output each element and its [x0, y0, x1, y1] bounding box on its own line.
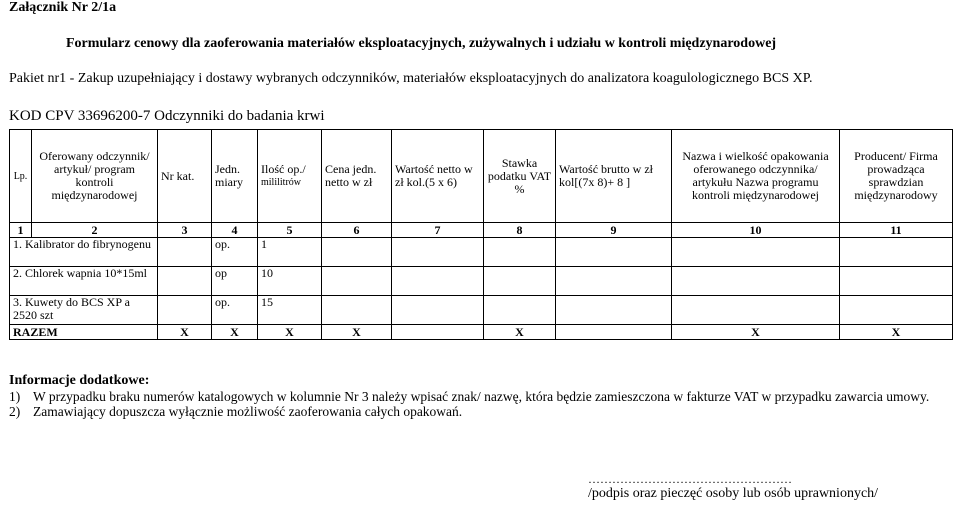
item-name-cell	[10, 238, 158, 267]
header-producent: Producent/ Firma prowadząca sprawdzian międzynarodowy	[840, 130, 953, 223]
item-net[interactable]	[392, 296, 484, 325]
info-item	[9, 389, 944, 404]
package-description: Pakiet nr1 - Zakup uzupełniający i dostawy wybranych odczynników, materiałów eksploatacyjnych do analizatora koagulologicznego BCS XP.	[9, 71, 813, 86]
item-name-cell	[10, 267, 158, 296]
info-item	[9, 404, 944, 419]
price-table	[9, 129, 953, 340]
column-number: 5	[258, 223, 322, 238]
header-oferowany: Oferowany odczynnik/ artykuł/ program kontroli międzynarodowej	[32, 130, 158, 223]
sum-row	[10, 325, 953, 340]
form-title: Formularz cenowy dla zaoferowania materiałów eksploatacyjnych, zużywalnych i udziału w kontroli międzynarodowej	[66, 36, 777, 51]
info-item-number: 2)	[9, 404, 21, 419]
item-lp: 2.	[13, 266, 22, 280]
column-number: 7	[392, 223, 484, 238]
sum-net[interactable]	[392, 325, 484, 340]
column-number: 6	[322, 223, 392, 238]
item-package[interactable]	[672, 238, 840, 267]
header-row	[10, 130, 953, 223]
item-vat[interactable]	[484, 267, 556, 296]
item-gross[interactable]	[556, 296, 672, 325]
item-unit: op	[212, 267, 258, 296]
item-producer[interactable]	[840, 296, 953, 325]
item-price[interactable]	[322, 296, 392, 325]
header-wartosc-netto: Wartość netto w zł kol.(5 x 6)	[392, 130, 484, 223]
header-stawka: Stawka podatku VAT %	[484, 130, 556, 223]
info-item-number: 1)	[9, 389, 21, 404]
item-vat[interactable]	[484, 238, 556, 267]
item-gross[interactable]	[556, 267, 672, 296]
header-ilosc-label: Ilość op./	[261, 162, 306, 176]
header-ilosc	[258, 130, 322, 223]
column-numbers-row	[10, 223, 953, 238]
sum-x: X	[840, 325, 953, 340]
sum-x: X	[258, 325, 322, 340]
column-number: 2	[32, 223, 158, 238]
table-row	[10, 267, 953, 296]
header-ilosc-unit: mililitrów	[261, 177, 301, 188]
sum-x: X	[484, 325, 556, 340]
column-number: 8	[484, 223, 556, 238]
sum-x: X	[322, 325, 392, 340]
item-producer[interactable]	[840, 238, 953, 267]
item-lp: 3.	[13, 295, 22, 309]
info-item-text: Zamawiający dopuszcza wyłącznie możliwość zaoferowania całych opakowań.	[33, 404, 463, 419]
item-qty: 15	[258, 296, 322, 325]
header-cena: Cena jedn. netto w zł	[322, 130, 392, 223]
item-unit: op.	[212, 238, 258, 267]
info-item-text: W przypadku braku numerów katalogowych w kolumnie Nr 3 należy wpisać znak/ nazwę, która będzie zamieszczona w fakturze VAT w przypadku zawarcia umowy.	[33, 389, 930, 404]
item-name: Kalibrator do fibrynogenu	[25, 237, 151, 251]
table-row	[10, 238, 953, 267]
sum-x: X	[212, 325, 258, 340]
column-number: 10	[672, 223, 840, 238]
column-number: 9	[556, 223, 672, 238]
sum-x: X	[672, 325, 840, 340]
item-net[interactable]	[392, 267, 484, 296]
item-unit: op.	[212, 296, 258, 325]
item-qty: 1	[258, 238, 322, 267]
signature-dots: ……………………………………………	[588, 472, 792, 486]
table-row	[10, 296, 953, 325]
item-price[interactable]	[322, 267, 392, 296]
item-name: Chlorek wapnia 10*15ml	[25, 266, 147, 280]
column-number: 1	[10, 223, 32, 238]
header-nr-kat: Nr kat.	[158, 130, 212, 223]
item-name-cell	[10, 296, 158, 325]
item-nr-kat[interactable]	[158, 296, 212, 325]
column-number: 3	[158, 223, 212, 238]
item-name: Kuwety do BCS XP a 2520 szt	[13, 295, 130, 322]
column-number: 4	[212, 223, 258, 238]
sum-gross[interactable]	[556, 325, 672, 340]
signature-label: /podpis oraz pieczęć osoby lub osób uprawnionych/	[588, 486, 879, 501]
item-vat[interactable]	[484, 296, 556, 325]
cpv-code: KOD CPV 33696200-7 Odczynniki do badania krwi	[9, 108, 325, 124]
info-list	[9, 389, 944, 419]
item-price[interactable]	[322, 238, 392, 267]
item-nr-kat[interactable]	[158, 267, 212, 296]
item-lp: 1.	[13, 237, 22, 251]
info-title: Informacje dodatkowe:	[9, 373, 150, 388]
annex-label: Załącznik Nr 2/1a	[9, 0, 117, 15]
header-lp: Lp.	[10, 130, 32, 223]
item-package[interactable]	[672, 296, 840, 325]
item-qty: 10	[258, 267, 322, 296]
sum-label: RAZEM	[10, 325, 158, 340]
sum-x: X	[158, 325, 212, 340]
item-net[interactable]	[392, 238, 484, 267]
column-number: 11	[840, 223, 953, 238]
header-nazwa: Nazwa i wielkość opakowania oferowanego odczynnika/ artykułu Nazwa programu kontroli międzynarodowej	[672, 130, 840, 223]
header-jedn: Jedn. miary	[212, 130, 258, 223]
item-gross[interactable]	[556, 238, 672, 267]
item-package[interactable]	[672, 267, 840, 296]
item-nr-kat[interactable]	[158, 238, 212, 267]
item-producer[interactable]	[840, 267, 953, 296]
header-wartosc-brutto: Wartość brutto w zł kol[(7x 8)+ 8 ]	[556, 130, 672, 223]
